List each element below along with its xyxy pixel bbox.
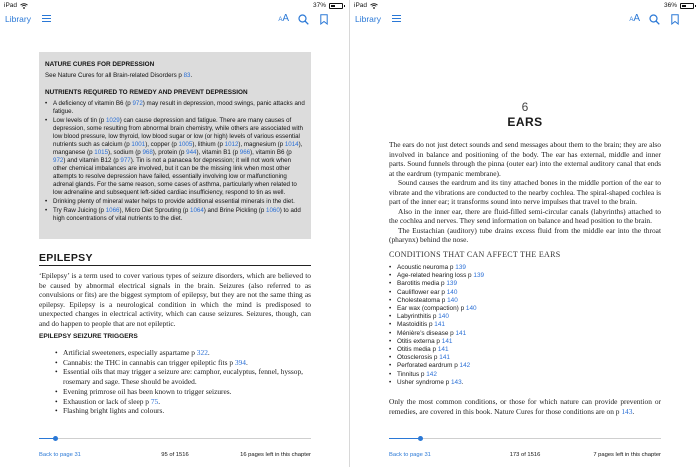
font-big-glyph: A	[633, 13, 640, 24]
library-button[interactable]: Library	[355, 14, 381, 24]
page-link[interactable]: 141	[434, 321, 445, 329]
conditions-heading: CONDITIONS THAT CAN AFFECT THE EARS	[389, 250, 561, 259]
page-link[interactable]: 140	[465, 305, 477, 313]
page-link[interactable]: 141	[439, 354, 450, 362]
bookmark-icon[interactable]	[671, 14, 679, 25]
page-link[interactable]: 143	[621, 406, 633, 416]
page-link[interactable]: 944	[186, 149, 197, 156]
page-link[interactable]: 966	[239, 149, 251, 156]
list-item: • Flashing bright lights and colours.	[55, 406, 311, 416]
back-to-page-link[interactable]: Back to page 31	[39, 452, 81, 458]
list-item: • Try Raw Juicing (p 1066), Micro Diet Sprouting (p 1064) and Brine Pickling (p 1060) to add high concentrations of vital nutrients to the diet.	[45, 207, 305, 223]
list-item: • Cauliflower ear p 140	[389, 289, 661, 297]
device-label: iPad	[4, 2, 18, 9]
battery-percent: 37%	[312, 2, 326, 9]
page-link[interactable]: 142	[426, 370, 437, 378]
list-item: • Labyrinthitis p 140	[389, 313, 661, 321]
list-item: • Acoustic neuroma p 139	[389, 264, 661, 272]
font-small-glyph: A	[629, 17, 634, 23]
page-link[interactable]: 142	[459, 362, 471, 370]
page-link[interactable]: 968	[142, 149, 153, 156]
wifi-icon	[20, 3, 28, 9]
page-number: 95 of 1516	[161, 452, 189, 458]
subsection-heading: EPILEPSY SEIZURE TRIGGERS	[39, 333, 138, 340]
page-link[interactable]: 972	[132, 100, 143, 107]
battery-icon	[680, 3, 694, 9]
page-link[interactable]: 140	[438, 313, 449, 321]
nutrient-list	[45, 100, 305, 223]
status-bar	[350, 0, 700, 11]
page-link[interactable]: 1029	[105, 117, 120, 124]
pages-left: 7 pages left in this chapter	[593, 452, 661, 458]
reading-progress-bar[interactable]	[39, 438, 311, 439]
page-link[interactable]: 977	[120, 157, 131, 164]
font-size-button[interactable]	[278, 13, 289, 24]
section-divider	[39, 265, 311, 266]
page-link[interactable]: 1001	[131, 141, 146, 148]
list-item: • Tinnitus p 142	[389, 371, 661, 379]
page-footer	[39, 452, 311, 462]
list-item: • Otitis media p 141	[389, 346, 661, 354]
page-link[interactable]: 972	[53, 157, 64, 164]
chapter-title: EARS	[507, 115, 543, 129]
page-link[interactable]: 394	[234, 357, 246, 367]
list-item: • Barotitis media p 139	[389, 280, 661, 288]
page-link[interactable]: 1012	[224, 141, 239, 148]
list-item: • Essential oils that may trigger a seizure are: camphor, eucalyptus, fennel, hyssop, rosemary and sage. These should be avoided.	[55, 367, 311, 386]
box-heading-nature-cures: NATURE CURES FOR DEPRESSION	[45, 61, 155, 68]
reader-toolbar	[350, 11, 700, 29]
list-item: • Drinking plenty of mineral water helps to provide additional essential minerals in the diet.	[45, 198, 305, 206]
back-to-page-link[interactable]: Back to page 31	[389, 452, 431, 458]
progress-knob[interactable]	[418, 436, 423, 441]
paragraph: The Eustachian (auditory) tube drains excess fluid from the middle ear into the throat (pharynx) behind the nose.	[389, 225, 661, 244]
font-small-glyph: A	[278, 17, 283, 23]
epilepsy-intro: ‘Epilepsy’ is a term used to cover various types of seizure disorders, which are believed to be caused by abnormal electrical signals in the brain. Seizures (also referred to as convulsions or fits) are the biggest symptom of epilepsy, but they are not the same thing as epilepsy. Epilepsy is a neurological condition in which the mind is predisposed to unexpected changes in electrical activity, which can cause seizures. Seizures, though, can and do happen to people that are not epileptic.	[39, 271, 311, 328]
reader-toolbar	[0, 11, 349, 29]
list-item: • Evening primrose oil has been known to trigger seizures.	[55, 387, 311, 397]
progress-knob[interactable]	[53, 436, 58, 441]
page-link[interactable]: 140	[446, 288, 458, 296]
list-item: • Age-related hearing loss p 139	[389, 272, 661, 280]
list-item: • Low levels of tin (p 1029) can cause depression and fatigue. There are many causes of depression, some resulting from abnormal brain chemistry, while others are associated with low blood pressure, low thyroid, low blood sugar or low (or high) levels of various essential nutrients such as calcium (p 1001), copper (p 1005), lithium (p 1012), magnesium (p 1014), manganese (p 1015), sodium (p 968), protein (p 944), vitamin B1 (p 966), vitamin B6 (p 972) and vitamin B12 (p 977). Tin is not a panacea for depression; it will not work when other chemical imbalances are involved, but it can be the missing link when most other attempts to resolve depression have failed, essentially involving low or malfunctioning adrenal glands. For the same reason, some cases of asthma, particularly when related to low adrenaline and subsequent left-sided cardiac insufficiency, respond to tin as well.	[45, 117, 305, 197]
page-link[interactable]: 139	[446, 280, 458, 288]
paragraph: Sound causes the eardrum and its tiny attached bones in the middle portion of the ear to vibrate and the vibrations are conducted to the nearby cochlea. The spiral-shaped cochlea is part of the inner ear; it transforms sound into nerve impulses that travel to the brain.	[389, 178, 661, 206]
page-link[interactable]: 1014	[284, 141, 299, 148]
library-button[interactable]: Library	[5, 14, 31, 24]
page-link[interactable]: 83	[183, 72, 191, 79]
battery-icon	[329, 3, 343, 9]
reading-progress-bar[interactable]	[389, 438, 661, 439]
paragraph: The ears do not just detect sounds and send messages about them to the brain; they are also involved in balance and positioning of the body. The ear has external, middle and inner parts. Sound funnels through the pinna (outer ear) into the external auditory canal that ends at the eardrum (tympanic membrane).	[389, 140, 661, 178]
box-heading-nutrients: NUTRIENTS REQUIRED TO REMEDY AND PREVENT DEPRESSION	[45, 89, 248, 96]
page-link[interactable]: 1066	[105, 207, 120, 214]
status-bar	[0, 0, 349, 11]
trigger-list	[55, 348, 311, 416]
list-item: • Otosclerosis p 141	[389, 354, 661, 362]
right-page	[350, 0, 700, 467]
list-item: • Mastoiditis p 141	[389, 321, 661, 329]
page-link[interactable]: 141	[455, 329, 467, 337]
page-link[interactable]: 1005	[178, 141, 193, 148]
page-link[interactable]: 139	[455, 264, 466, 271]
page-link[interactable]: 140	[447, 296, 458, 304]
depression-sidebar-box	[39, 52, 311, 239]
list-item: • Perforated eardrum p 142	[389, 362, 661, 370]
list-item: • A deficiency of vitamin B6 (p 972) may result in depression, mood swings, panic attacks and fatigue.	[45, 100, 305, 116]
box-reference-line: See Nature Cures for all Brain-related Disorders p 83.	[45, 72, 193, 79]
page-link[interactable]: 1064	[190, 207, 204, 214]
table-of-contents-icon[interactable]	[42, 15, 51, 22]
bookmark-icon[interactable]	[320, 14, 328, 25]
font-big-glyph: A	[282, 13, 289, 24]
page-link[interactable]: 141	[437, 346, 449, 354]
page-link[interactable]: 75	[150, 396, 159, 406]
list-item: • Cholesteatoma p 140	[389, 297, 661, 305]
wifi-icon	[370, 3, 378, 9]
page-link[interactable]: 322	[196, 348, 208, 357]
page-link[interactable]: 1060	[266, 207, 280, 214]
page-link[interactable]: 139	[473, 272, 485, 280]
list-item: • Cannabis: the THC in cannabis can trigger epileptic fits p 394.	[55, 358, 311, 368]
closing-paragraph: Only the most common conditions, or those for which nature can provide prevention or remedies, are covered in this book. Nature Cures for those conditions are on p 143.	[389, 397, 661, 416]
battery-percent: 36%	[663, 2, 677, 9]
page-link[interactable]: 1015	[94, 149, 109, 156]
conditions-list	[389, 264, 661, 387]
list-item: • Artificial sweeteners, especially aspartame p 322.	[55, 348, 311, 358]
page-number: 173 of 1516	[509, 452, 541, 458]
page-footer	[389, 452, 661, 462]
list-item: • Ménière’s disease p 141	[389, 330, 661, 338]
search-icon[interactable]	[298, 14, 309, 25]
paragraph: Also in the inner ear, there are fluid-filled semi-circular canals (labyrinths) attached to the cochlea and nerves. They send information on balance and head position to the brain.	[389, 206, 661, 225]
table-of-contents-icon[interactable]	[392, 15, 401, 22]
section-heading: EPILEPSY	[39, 252, 93, 264]
font-size-button[interactable]	[629, 13, 640, 24]
pages-left: 16 pages left in this chapter	[240, 452, 311, 458]
list-item: • Otitis externa p 141	[389, 338, 661, 346]
list-item: • Usher syndrome p 143.	[389, 379, 661, 387]
device-label: iPad	[354, 2, 368, 9]
search-icon[interactable]	[649, 14, 660, 25]
chapter-number: 6	[521, 100, 529, 114]
page-link[interactable]: 141	[441, 337, 453, 345]
list-item: • Exhaustion or lack of sleep p 75.	[55, 397, 311, 407]
page-link[interactable]: 143	[451, 378, 462, 386]
chapter-body	[389, 140, 661, 245]
list-item: • Ear wax (compaction) p 140	[389, 305, 661, 313]
